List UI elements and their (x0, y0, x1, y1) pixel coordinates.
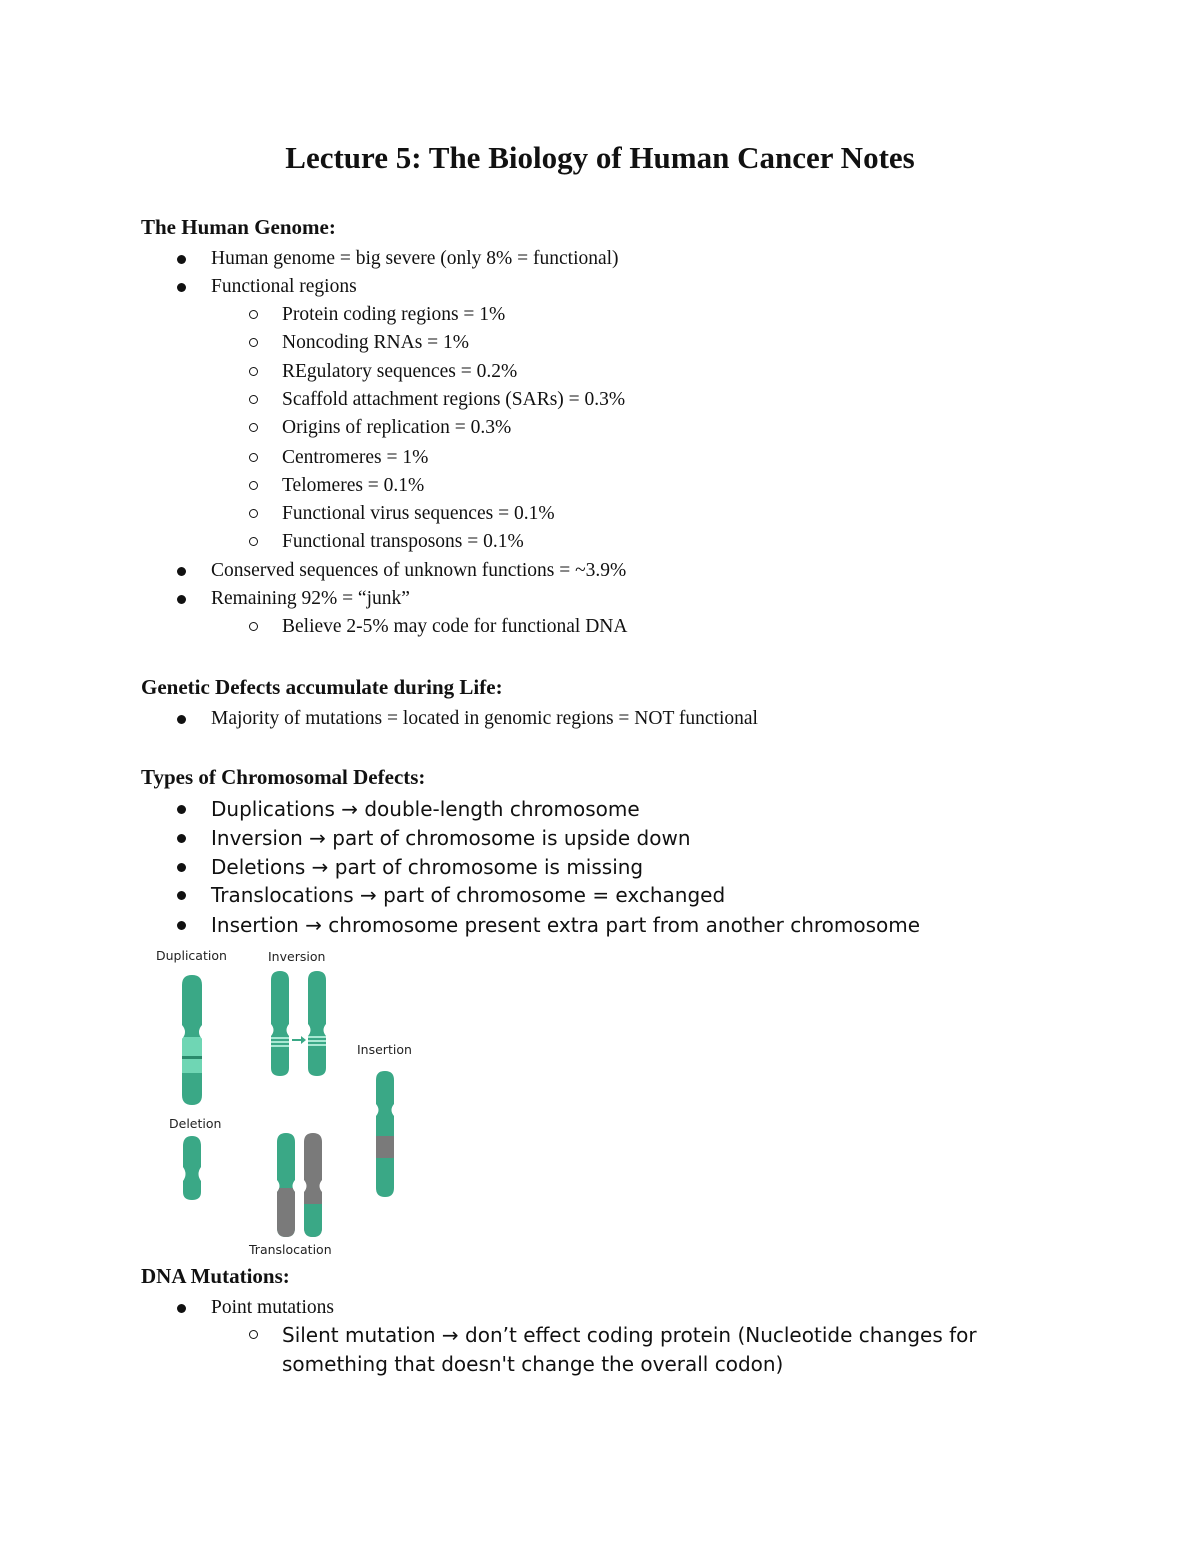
sub-list-item: Functional virus sequences = 0.1% (282, 500, 555, 528)
hollow-bullet-icon (249, 367, 258, 376)
label-translocation: Translocation (249, 1242, 332, 1257)
section-heading-dna-mutations: DNA Mutations: (141, 1264, 290, 1288)
inversion-arrow-icon (292, 1036, 306, 1044)
duplication-chromosome (180, 970, 206, 1110)
hollow-bullet-icon (249, 1330, 258, 1339)
hollow-bullet-icon (249, 395, 258, 404)
sub-list-item: REgulatory sequences = 0.2% (282, 358, 517, 386)
deletion-chromosome (183, 1136, 201, 1200)
bullet-icon (177, 255, 186, 264)
sub-list-item: Protein coding regions = 1% (282, 301, 505, 329)
sub-list-item: Believe 2-5% may code for functional DNA (282, 613, 627, 641)
section-heading-chromosomal-defects: Types of Chromosomal Defects: (141, 765, 426, 789)
translocation-chromosome-right (302, 1130, 324, 1240)
inversion-chromosome-after (306, 968, 328, 1080)
hollow-bullet-icon (249, 509, 258, 518)
sub-list-item: Functional transposons = 0.1% (282, 528, 524, 556)
inversion-chromosome-before (269, 968, 291, 1080)
list-item: Conserved sequences of unknown functions = ~3.9% (211, 557, 626, 585)
section-heading-genetic-defects: Genetic Defects accumulate during Life: (141, 675, 503, 699)
sub-list-item: Silent mutation → don’t effect coding protein (Nucleotide changes for something that doesn't change the overall codon) (282, 1321, 1042, 1379)
list-item: Functional regions (211, 273, 357, 301)
bullet-icon (177, 595, 186, 604)
sub-list-item: Scaffold attachment regions (SARs) = 0.3% (282, 386, 625, 414)
list-item: Duplications → double-length chromosome (211, 795, 640, 823)
chromosome-diagram (142, 940, 424, 1240)
sub-list-item: Noncoding RNAs = 1% (282, 329, 469, 357)
list-item: Human genome = big severe (only 8% = functional) (211, 245, 619, 273)
bullet-icon (177, 863, 186, 872)
hollow-bullet-icon (249, 481, 258, 490)
hollow-bullet-icon (249, 453, 258, 462)
hollow-bullet-icon (249, 622, 258, 631)
sub-list-item: Origins of replication = 0.3% (282, 414, 511, 442)
hollow-bullet-icon (249, 338, 258, 347)
label-duplication: Duplication (156, 948, 227, 963)
bullet-icon (177, 1304, 186, 1313)
section-heading-human-genome: The Human Genome: (141, 215, 336, 239)
list-item: Remaining 92% = “junk” (211, 585, 410, 613)
translocation-chromosome-left (275, 1130, 297, 1240)
list-item: Majority of mutations = located in genomic regions = NOT functional (211, 705, 758, 733)
label-inversion: Inversion (268, 949, 326, 964)
sub-list-item: Centromeres = 1% (282, 444, 428, 472)
bullet-icon (177, 891, 186, 900)
list-item: Inversion → part of chromosome is upside down (211, 824, 691, 852)
bullet-icon (177, 805, 186, 814)
bullet-icon (177, 567, 186, 576)
bullet-icon (177, 715, 186, 724)
bullet-icon (177, 921, 186, 930)
bullet-icon (177, 283, 186, 292)
list-item: Point mutations (211, 1294, 334, 1322)
list-item: Translocations → part of chromosome = exchanged (211, 881, 725, 909)
insertion-chromosome (374, 1068, 396, 1200)
list-item: Deletions → part of chromosome is missing (211, 853, 643, 881)
hollow-bullet-icon (249, 310, 258, 319)
bullet-icon (177, 834, 186, 843)
label-insertion: Insertion (357, 1042, 412, 1057)
list-item: Insertion → chromosome present extra part from another chromosome (211, 911, 920, 939)
hollow-bullet-icon (249, 423, 258, 432)
label-deletion: Deletion (169, 1116, 222, 1131)
chromosome-defects-figure (142, 940, 424, 1260)
hollow-bullet-icon (249, 537, 258, 546)
page-title: Lecture 5: The Biology of Human Cancer Notes (285, 140, 915, 175)
sub-list-item: Telomeres = 0.1% (282, 472, 424, 500)
